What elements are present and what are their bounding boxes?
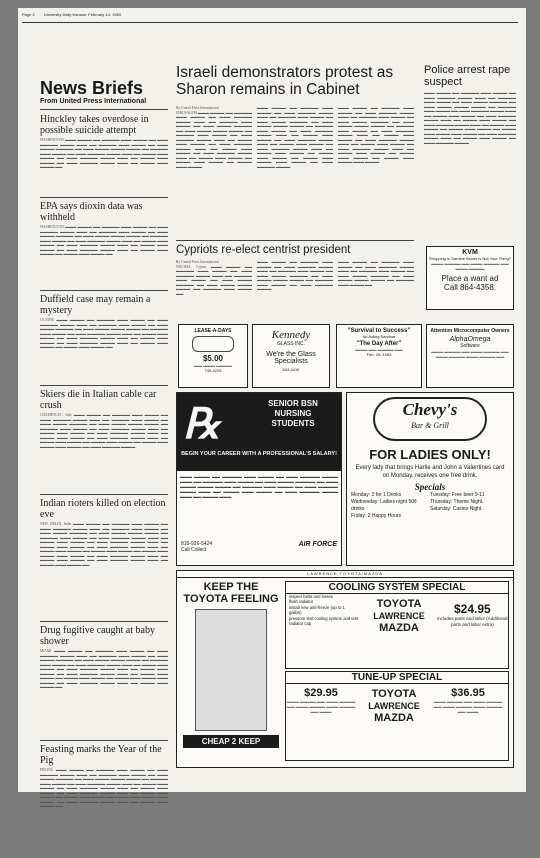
survival-ad: "Survival to Success" An Acting Seminar "The Day After" ▬▬▬ ▬▬ ▬▬▬▬ ▬▬ Feb. 26, 1983	[336, 324, 422, 388]
story-body: WASHINGTON ▬▬▬ ▬▬▬▬ ▬▬ ▬▬▬▬▬ ▬▬▬ ▬▬▬▬ ▬▬ ▬▬▬ ▬▬▬▬▬ ▬▬▬▬ ▬▬▬ ▬▬ ▬▬▬▬▬ ▬▬▬ ▬▬▬▬ ▬▬ ▬▬▬ ▬▬▬▬ ▬▬▬▬▬ ▬▬ ▬▬▬ ▬▬▬▬ ▬▬▬▬ ▬▬▬▬ ▬▬ ▬▬▬▬▬ ▬▬▬ ▬▬▬▬ ▬▬ ▬▬▬ ▬▬▬▬▬ ▬▬▬▬ ▬▬▬ ▬▬ ▬▬▬▬ ▬▬▬ ▬▬▬▬ ▬▬ ▬▬▬ ▬▬▬▬▬ ▬▬▬▬ ▬▬▬ ▬▬ ▬▬▬▬ ▬▬▬ ▬▬▬▬ ▬▬ ▬▬▬ ▬▬▬▬▬ ▬▬▬▬ ▬▬▬ ▬▬ ▬▬▬▬ ▬▬▬ ▬▬▬▬ ▬▬ ▬▬▬▬ ▬▬▬ ▬▬▬▬ ▬▬	[40, 225, 168, 256]
page-header	[22, 12, 518, 23]
divider	[176, 240, 414, 241]
nursing-phone: 816-926-5424	[181, 541, 213, 547]
cooling-item: flush radiator	[289, 599, 314, 605]
israel-col-1: By United Press International JERUSALEM ▬▬▬ ▬▬▬▬ ▬▬ ▬▬▬▬▬ ▬▬▬ ▬▬▬▬ ▬▬ ▬▬▬ ▬▬▬▬▬ ▬▬▬▬ ▬▬▬ ▬▬ ▬▬▬▬▬ ▬▬▬ ▬▬▬▬ ▬▬ ▬▬▬ ▬▬▬▬ ▬▬▬▬▬ ▬▬ ▬▬▬ ▬▬▬▬ ▬▬▬▬ ▬▬▬▬ ▬▬ ▬▬▬▬▬ ▬▬▬ ▬▬▬▬ ▬▬ ▬▬▬ ▬▬▬▬▬ ▬▬▬▬ ▬▬▬ ▬▬ ▬▬▬▬ ▬▬▬ ▬▬▬▬ ▬▬ ▬▬▬ ▬▬▬▬▬ ▬▬▬▬ ▬▬▬ ▬▬ ▬▬▬▬ ▬▬▬ ▬▬▬▬ ▬▬ ▬▬▬ ▬▬▬▬▬ ▬▬▬▬ ▬▬▬ ▬▬ ▬▬▬▬ ▬▬▬ ▬▬▬▬ ▬▬ ▬▬▬▬ ▬▬▬ ▬▬▬▬ ▬▬ ▬▬▬▬ ▬▬▬ ▬▬▬▬	[176, 106, 252, 169]
survival-sub: An Acting Seminar	[362, 334, 396, 339]
lease-ad: LEASE-A-DAYS $5.00 ▬▬ ▬▬▬ ▬▬▬▬ 749-4225	[178, 324, 248, 388]
nursing-banner	[177, 393, 341, 471]
israel-headline-block	[176, 64, 414, 102]
kvm-ad	[426, 246, 514, 310]
cyprus-col-1: By United Press International NICOSIA, Cyprus ▬▬▬ ▬▬▬▬ ▬▬ ▬▬▬▬▬ ▬▬▬ ▬▬▬▬ ▬▬ ▬▬▬ ▬▬▬▬▬ ▬▬▬▬ ▬▬▬ ▬▬ ▬▬▬▬▬ ▬▬▬ ▬▬▬▬ ▬▬ ▬▬▬ ▬▬▬▬ ▬▬▬▬▬ ▬▬ ▬▬▬ ▬▬▬▬ ▬▬▬▬ ▬▬▬▬ ▬▬ ▬▬▬▬▬ ▬▬▬ ▬▬▬▬ ▬▬	[176, 260, 252, 296]
police-body: ▬▬▬ ▬▬▬▬ ▬▬ ▬▬▬▬▬ ▬▬▬ ▬▬▬▬ ▬▬ ▬▬▬ ▬▬▬▬▬ ▬▬▬▬ ▬▬▬ ▬▬ ▬▬▬▬▬ ▬▬▬ ▬▬▬▬ ▬▬ ▬▬▬ ▬▬▬▬ ▬▬▬▬▬ ▬▬ ▬▬▬ ▬▬▬▬ ▬▬▬▬ ▬▬▬▬ ▬▬ ▬▬▬▬▬ ▬▬▬ ▬▬▬▬ ▬▬ ▬▬▬ ▬▬▬▬▬ ▬▬▬▬ ▬▬▬ ▬▬ ▬▬▬▬ ▬▬▬ ▬▬▬▬ ▬▬ ▬▬▬ ▬▬▬▬▬ ▬▬▬▬ ▬▬▬ ▬▬ ▬▬▬▬ ▬▬▬ ▬▬▬▬ ▬▬ ▬▬▬ ▬▬▬▬▬ ▬▬▬▬ ▬▬▬ ▬▬ ▬▬▬▬ ▬▬▬ ▬▬▬▬ ▬▬ ▬▬▬▬ ▬▬▬ ▬▬▬▬ ▬▬ ▬▬▬▬ ▬▬▬ ▬▬▬▬ ▬▬▬ ▬▬▬▬ ▬▬ ▬▬▬ ▬▬▬▬▬ ▬▬▬▬ ▬▬▬ ▬▬ ▬▬▬▬ ▬▬▬ ▬▬▬▬ ▬▬ ▬▬▬ ▬▬▬▬▬ ▬▬▬▬	[424, 91, 516, 145]
attention-title: Attention Microcomputer Owners	[430, 328, 510, 334]
nursing-heading: SENIOR BSN NURSING STUDENTS	[268, 399, 318, 428]
page-number: Page 2	[22, 12, 35, 17]
cyprus-headline: Cypriots re-elect centrist president	[176, 244, 351, 256]
dealer-name: TOYOTA LAWRENCE MAZDA	[373, 598, 425, 634]
cooling-note: includes parts and labor (Additional parts and labor extra)	[437, 616, 508, 627]
cheap-keep-badge: CHEAP 2 KEEP	[183, 735, 279, 748]
chevys-headline: FOR LADIES ONLY!	[369, 447, 491, 462]
cooling-title: COOLING SYSTEM SPECIAL	[286, 582, 508, 594]
story-body: PEKING ▬▬▬ ▬▬▬▬ ▬▬ ▬▬▬▬▬ ▬▬▬ ▬▬▬▬ ▬▬ ▬▬▬ ▬▬▬▬▬ ▬▬▬▬ ▬▬▬ ▬▬ ▬▬▬▬▬ ▬▬▬ ▬▬▬▬ ▬▬ ▬▬▬ ▬▬▬▬ ▬▬▬▬▬ ▬▬ ▬▬▬ ▬▬▬▬ ▬▬▬▬ ▬▬▬▬ ▬▬ ▬▬▬▬▬ ▬▬▬ ▬▬▬▬ ▬▬ ▬▬▬ ▬▬▬▬▬ ▬▬▬▬ ▬▬▬ ▬▬ ▬▬▬▬ ▬▬▬ ▬▬▬▬ ▬▬ ▬▬▬ ▬▬▬▬▬ ▬▬▬▬ ▬▬▬ ▬▬ ▬▬▬▬ ▬▬▬ ▬▬▬▬ ▬▬ ▬▬▬ ▬▬▬▬▬ ▬▬▬▬ ▬▬▬ ▬▬ ▬▬▬▬ ▬▬▬ ▬▬▬▬ ▬▬ ▬▬▬▬ ▬▬▬ ▬▬▬▬ ▬▬ ▬▬▬▬ ▬▬▬ ▬▬▬▬ ▬▬▬ ▬▬▬▬ ▬▬ ▬▬▬ ▬▬▬▬▬ ▬▬▬▬ ▬▬▬ ▬▬ ▬▬▬▬ ▬▬▬ ▬▬▬▬ ▬▬	[40, 768, 168, 808]
chevys-logo: Chevy's Bar & Grill	[373, 397, 487, 441]
story-body: MIAMI ▬▬▬ ▬▬▬▬ ▬▬ ▬▬▬▬▬ ▬▬▬ ▬▬▬▬ ▬▬ ▬▬▬ ▬▬▬▬▬ ▬▬▬▬ ▬▬▬ ▬▬ ▬▬▬▬▬ ▬▬▬ ▬▬▬▬ ▬▬ ▬▬▬ ▬▬▬▬ ▬▬▬▬▬ ▬▬ ▬▬▬ ▬▬▬▬ ▬▬▬▬ ▬▬▬▬ ▬▬ ▬▬▬▬▬ ▬▬▬ ▬▬▬▬ ▬▬ ▬▬▬ ▬▬▬▬▬ ▬▬▬▬ ▬▬▬ ▬▬ ▬▬▬▬ ▬▬▬ ▬▬▬▬ ▬▬ ▬▬▬ ▬▬▬▬▬ ▬▬▬▬ ▬▬▬ ▬▬ ▬▬▬▬ ▬▬▬ ▬▬▬▬ ▬▬ ▬▬▬ ▬▬▬▬▬ ▬▬▬▬ ▬▬▬ ▬▬ ▬▬▬▬ ▬▬▬ ▬▬▬▬ ▬▬ ▬▬▬▬ ▬▬▬ ▬▬▬▬ ▬▬ ▬▬▬▬ ▬▬▬ ▬▬▬▬ ▬▬▬ ▬▬▬▬ ▬▬ ▬▬▬ ▬▬▬▬▬ ▬▬▬▬ ▬▬▬ ▬▬ ▬▬▬▬ ▬▬▬ ▬▬▬▬ ▬▬	[40, 649, 168, 689]
dealer-strip: LAWRENCE TOYOTA/MAZDA	[177, 571, 513, 578]
divider	[40, 740, 168, 741]
chevys-body: Every lady that brings Harlie and John a Valentines card on Monday, receives one free drink.	[355, 465, 505, 479]
tune-title: TUNE-UP SPECIAL	[286, 672, 508, 684]
divider	[40, 290, 168, 291]
kennedy-title: Kennedy	[271, 329, 311, 341]
special-item: Saturday: Casino Night.	[430, 506, 483, 512]
story-headline: Indian rioters killed on election eve	[40, 498, 166, 520]
kennedy-sub: GLASS INC.	[276, 341, 306, 347]
nursing-call: Call Collect	[181, 547, 207, 553]
tune-up-special: TUNE-UP SPECIAL $29.95 ▬▬▬ ▬▬▬▬ ▬▬ ▬▬▬ ▬▬▬▬ ▬▬ ▬▬▬ ▬▬▬▬ ▬▬▬ ▬▬▬▬ ▬▬ ▬▬▬ TOYOTA LAWRENCE MAZDA $36.95 ▬▬▬ ▬▬▬▬ ▬▬ ▬▬▬ ▬▬▬▬ ▬▬ ▬▬▬ ▬▬▬▬ ▬▬▬ ▬▬▬▬ ▬▬ ▬▬▬	[285, 671, 509, 761]
story-headline: Hinckley takes overdose in possible suicide attempt	[40, 114, 149, 136]
kennedy-phone: 843-4416	[282, 367, 300, 372]
toyota-mazda-ad	[176, 570, 514, 768]
car-illustration	[192, 336, 234, 352]
divider	[40, 621, 168, 622]
divider	[40, 109, 168, 110]
special-item: Thursday: Theme Night.	[430, 499, 484, 505]
dealer-name: TOYOTA LAWRENCE MAZDA	[368, 688, 420, 724]
divider	[40, 494, 168, 495]
special-item: Wednesday: Ladies night 50¢ drinks	[351, 499, 417, 512]
kvm-line: Shopping in Sardine Boxes is Not Your Thing?	[429, 256, 511, 261]
mechanic-illustration	[195, 609, 267, 731]
rx-symbol-icon: ℞	[183, 400, 221, 447]
cooling-items	[286, 594, 361, 634]
story-body: CHAMPOLUC, Italy ▬▬▬ ▬▬▬▬ ▬▬ ▬▬▬▬▬ ▬▬▬ ▬▬▬▬ ▬▬ ▬▬▬ ▬▬▬▬▬ ▬▬▬▬ ▬▬▬ ▬▬ ▬▬▬▬▬ ▬▬▬ ▬▬▬▬ ▬▬ ▬▬▬ ▬▬▬▬ ▬▬▬▬▬ ▬▬ ▬▬▬ ▬▬▬▬ ▬▬▬▬ ▬▬▬▬ ▬▬ ▬▬▬▬▬ ▬▬▬ ▬▬▬▬ ▬▬ ▬▬▬ ▬▬▬▬▬ ▬▬▬▬ ▬▬▬ ▬▬ ▬▬▬▬ ▬▬▬ ▬▬▬▬ ▬▬ ▬▬▬ ▬▬▬▬▬ ▬▬▬▬ ▬▬▬ ▬▬ ▬▬▬▬ ▬▬▬ ▬▬▬▬ ▬▬ ▬▬▬ ▬▬▬▬▬ ▬▬▬▬ ▬▬▬ ▬▬ ▬▬▬▬ ▬▬▬ ▬▬▬▬ ▬▬ ▬▬▬▬ ▬▬▬ ▬▬▬▬ ▬▬ ▬▬▬▬ ▬▬▬ ▬▬▬▬ ▬▬▬ ▬▬▬▬ ▬▬ ▬▬▬ ▬▬▬▬▬ ▬▬▬▬	[40, 413, 168, 449]
news-briefs-title: News Briefs	[40, 78, 144, 98]
nursing-footer	[177, 541, 341, 553]
story-headline: Skiers die in Italian cable car crush	[40, 389, 157, 411]
divider	[40, 197, 168, 198]
paper-dateline: University Daily Kansan, February 14, 1983	[43, 12, 121, 17]
israel-headline: Israeli demonstrators protest as Sharon remains in Cabinet	[176, 64, 394, 98]
tune-price-2: $36.95	[451, 687, 485, 699]
keep-toyota-panel	[183, 581, 279, 759]
attention-brand2: Software	[460, 343, 480, 349]
news-briefs-subtitle: From United Press International	[40, 98, 147, 105]
news-briefs-column	[40, 78, 168, 808]
story-headline: Duffield case may remain a mystery	[40, 294, 151, 316]
kvm-cta: Place a want ad	[441, 274, 499, 283]
cooling-item: install new anti-freeze (up to 1 gallon)	[289, 604, 345, 616]
israel-col-3: ▬▬▬ ▬▬▬▬ ▬▬ ▬▬▬▬▬ ▬▬▬ ▬▬▬▬ ▬▬ ▬▬▬ ▬▬▬▬▬ ▬▬▬▬ ▬▬▬ ▬▬ ▬▬▬▬▬ ▬▬▬ ▬▬▬▬ ▬▬ ▬▬▬ ▬▬▬▬ ▬▬▬▬▬ ▬▬ ▬▬▬ ▬▬▬▬ ▬▬▬▬ ▬▬▬▬ ▬▬ ▬▬▬▬▬ ▬▬▬ ▬▬▬▬ ▬▬ ▬▬▬ ▬▬▬▬▬ ▬▬▬▬ ▬▬▬ ▬▬ ▬▬▬▬ ▬▬▬ ▬▬▬▬ ▬▬ ▬▬▬ ▬▬▬▬▬ ▬▬▬▬ ▬▬▬ ▬▬ ▬▬▬▬ ▬▬▬ ▬▬▬▬ ▬▬ ▬▬▬ ▬▬▬▬▬ ▬▬▬▬ ▬▬▬ ▬▬ ▬▬▬▬ ▬▬▬ ▬▬▬▬ ▬▬ ▬▬▬▬ ▬▬▬ ▬▬▬▬ ▬▬ ▬▬▬▬ ▬▬▬ ▬▬▬▬ ▬▬▬ ▬▬▬▬	[338, 106, 414, 164]
cooling-price: $24.95	[453, 602, 491, 616]
story-body: OLATHE ▬▬▬ ▬▬▬▬ ▬▬ ▬▬▬▬▬ ▬▬▬ ▬▬▬▬ ▬▬ ▬▬▬ ▬▬▬▬▬ ▬▬▬▬ ▬▬▬ ▬▬ ▬▬▬▬▬ ▬▬▬ ▬▬▬▬ ▬▬ ▬▬▬ ▬▬▬▬ ▬▬▬▬▬ ▬▬ ▬▬▬ ▬▬▬▬ ▬▬▬▬ ▬▬▬▬ ▬▬ ▬▬▬▬▬ ▬▬▬ ▬▬▬▬ ▬▬ ▬▬▬ ▬▬▬▬▬ ▬▬▬▬ ▬▬▬ ▬▬ ▬▬▬▬ ▬▬▬ ▬▬▬▬ ▬▬ ▬▬▬ ▬▬▬▬▬ ▬▬▬▬ ▬▬▬ ▬▬ ▬▬▬▬ ▬▬▬ ▬▬▬▬ ▬▬ ▬▬▬ ▬▬▬▬▬ ▬▬▬▬ ▬▬▬ ▬▬ ▬▬▬▬ ▬▬▬ ▬▬▬▬ ▬▬ ▬▬▬▬ ▬▬▬ ▬▬▬▬ ▬▬	[40, 318, 168, 349]
nursing-slogan: BEGIN YOUR CAREER WITH A PROFESSIONAL'S SALARY!	[181, 451, 337, 457]
nursing-body: ▬▬▬ ▬▬▬▬ ▬▬ ▬▬▬▬▬ ▬▬▬ ▬▬▬▬ ▬▬ ▬▬▬ ▬▬▬▬▬ ▬▬▬▬ ▬▬▬ ▬▬ ▬▬▬▬▬ ▬▬▬ ▬▬▬▬ ▬▬ ▬▬▬ ▬▬▬▬ ▬▬▬▬▬ ▬▬ ▬▬▬ ▬▬▬▬ ▬▬▬▬ ▬▬▬▬ ▬▬ ▬▬▬▬▬ ▬▬▬ ▬▬▬▬ ▬▬ ▬▬▬ ▬▬▬▬▬ ▬▬▬▬ ▬▬▬ ▬▬ ▬▬▬▬ ▬▬▬ ▬▬▬▬ ▬▬ ▬▬▬ ▬▬▬▬▬ ▬▬▬▬ ▬▬▬ ▬▬ ▬▬▬▬ ▬▬▬	[180, 474, 338, 499]
cooling-item: inspect belts and hoses	[289, 594, 333, 599]
lease-phone: 749-4225	[204, 368, 222, 373]
chevys-ad	[346, 392, 514, 566]
survival-when: Feb. 26, 1983	[366, 352, 392, 357]
tune-price-1: $29.95	[304, 687, 338, 699]
attention-brand: AlphaOmega	[449, 336, 491, 343]
story-body: NEW DELHI, India ▬▬▬ ▬▬▬▬ ▬▬ ▬▬▬▬▬ ▬▬▬ ▬▬▬▬ ▬▬ ▬▬▬ ▬▬▬▬▬ ▬▬▬▬ ▬▬▬ ▬▬ ▬▬▬▬▬ ▬▬▬ ▬▬▬▬ ▬▬ ▬▬▬ ▬▬▬▬ ▬▬▬▬▬ ▬▬ ▬▬▬ ▬▬▬▬ ▬▬▬▬ ▬▬▬▬ ▬▬ ▬▬▬▬▬ ▬▬▬ ▬▬▬▬ ▬▬ ▬▬▬ ▬▬▬▬▬ ▬▬▬▬ ▬▬▬ ▬▬ ▬▬▬▬ ▬▬▬ ▬▬▬▬ ▬▬ ▬▬▬ ▬▬▬▬▬ ▬▬▬▬ ▬▬▬ ▬▬ ▬▬▬▬ ▬▬▬ ▬▬▬▬ ▬▬ ▬▬▬ ▬▬▬▬▬ ▬▬▬▬ ▬▬▬ ▬▬ ▬▬▬▬ ▬▬▬ ▬▬▬▬ ▬▬ ▬▬▬▬ ▬▬▬ ▬▬▬▬ ▬▬ ▬▬▬▬ ▬▬▬ ▬▬▬▬ ▬▬▬ ▬▬▬▬ ▬▬ ▬▬▬ ▬▬▬▬▬ ▬▬▬▬ ▬▬▬ ▬▬ ▬▬▬▬ ▬▬▬ ▬▬▬▬ ▬▬ ▬▬▬ ▬▬▬▬▬ ▬▬▬▬ ▬▬▬ ▬▬ ▬▬▬▬ ▬▬▬ ▬▬▬▬ ▬▬	[40, 522, 168, 567]
kvm-phone: Call 864-4358.	[443, 283, 497, 292]
kennedy-glass-ad	[252, 324, 330, 388]
story-headline: Feasting marks the Year of the Pig	[40, 744, 162, 766]
cyprus-col-2: ▬▬▬ ▬▬▬▬ ▬▬ ▬▬▬▬▬ ▬▬▬ ▬▬▬▬ ▬▬ ▬▬▬ ▬▬▬▬▬ ▬▬▬▬ ▬▬▬ ▬▬ ▬▬▬▬▬ ▬▬▬ ▬▬▬▬ ▬▬ ▬▬▬ ▬▬▬▬ ▬▬▬▬▬ ▬▬ ▬▬▬ ▬▬▬▬ ▬▬▬▬ ▬▬▬▬ ▬▬ ▬▬▬▬▬ ▬▬▬ ▬▬▬▬ ▬▬ ▬▬▬ ▬▬▬▬▬ ▬▬▬▬	[257, 260, 333, 291]
nursing-ad	[176, 392, 342, 566]
kennedy-tag: We're the Glass Specialists	[266, 351, 316, 365]
cyprus-col-3: ▬▬▬ ▬▬▬▬ ▬▬ ▬▬▬▬▬ ▬▬▬ ▬▬▬▬ ▬▬ ▬▬▬ ▬▬▬▬▬ ▬▬▬▬ ▬▬▬ ▬▬ ▬▬▬▬▬ ▬▬▬ ▬▬▬▬ ▬▬ ▬▬▬ ▬▬▬▬ ▬▬▬▬▬ ▬▬ ▬▬▬ ▬▬▬▬ ▬▬▬▬ ▬▬▬▬ ▬▬ ▬▬▬▬▬ ▬▬▬ ▬▬▬▬ ▬▬	[338, 260, 414, 287]
special-item: Friday: 2 Happy Hours	[351, 513, 402, 519]
survival-title: "Survival to Success"	[347, 328, 411, 334]
air-force-logo: AIR FORCE	[298, 541, 337, 548]
keep-toyota-headline: KEEP THE TOYOTA FEELING	[183, 581, 279, 605]
kvm-body: ▬▬▬ ▬▬▬▬ ▬▬ ▬▬▬ ▬▬▬▬ ▬▬ ▬▬▬ ▬▬▬▬	[431, 261, 509, 271]
special-item: Tuesday: Free beer 9-11	[430, 492, 485, 498]
kvm-title: KVM	[462, 249, 478, 256]
alphaomega-ad: Attention Microcomputer Owners AlphaOmega Software ▬▬▬ ▬▬▬▬ ▬▬ ▬▬▬ ▬▬▬▬ ▬▬ ▬▬▬ ▬▬▬▬ ▬▬▬ ▬▬▬▬ ▬▬	[426, 324, 514, 388]
cooling-item: pressure test cooling system and test radiator cap	[289, 615, 359, 627]
specials-list	[347, 492, 513, 520]
lease-title: LEASE-A-DAYS	[194, 328, 232, 334]
story-headline: EPA says dioxin data was withheld	[40, 201, 143, 223]
story-body: WASHINGTON ▬▬▬ ▬▬▬▬ ▬▬ ▬▬▬▬▬ ▬▬▬ ▬▬▬▬ ▬▬ ▬▬▬ ▬▬▬▬▬ ▬▬▬▬ ▬▬▬ ▬▬ ▬▬▬▬▬ ▬▬▬ ▬▬▬▬ ▬▬ ▬▬▬ ▬▬▬▬ ▬▬▬▬▬ ▬▬ ▬▬▬ ▬▬▬▬ ▬▬▬▬ ▬▬▬▬ ▬▬ ▬▬▬▬▬ ▬▬▬ ▬▬▬▬ ▬▬ ▬▬▬ ▬▬▬▬▬ ▬▬▬▬ ▬▬▬ ▬▬ ▬▬▬▬ ▬▬▬ ▬▬▬▬ ▬▬ ▬▬▬ ▬▬▬▬▬ ▬▬▬▬ ▬▬▬ ▬▬ ▬▬▬▬ ▬▬▬ ▬▬▬▬ ▬▬ ▬▬▬ ▬▬▬▬▬ ▬▬▬▬ ▬▬▬ ▬▬ ▬▬▬▬ ▬▬▬ ▬▬▬▬ ▬▬	[40, 138, 168, 169]
story-headline: Drug fugitive caught at baby shower	[40, 625, 155, 647]
police-story	[424, 64, 516, 236]
police-headline: Police arrest rape suspect	[424, 64, 511, 88]
lease-price: $5.00	[202, 354, 224, 363]
special-item: Monday: 2 for 1 Drinks	[351, 492, 402, 498]
divider	[40, 385, 168, 386]
cooling-special	[285, 581, 509, 669]
specials-title: Specials	[414, 482, 446, 492]
cyprus-headline-block	[176, 244, 414, 258]
israel-col-2: ▬▬▬ ▬▬▬▬ ▬▬ ▬▬▬▬▬ ▬▬▬ ▬▬▬▬ ▬▬ ▬▬▬ ▬▬▬▬▬ ▬▬▬▬ ▬▬▬ ▬▬ ▬▬▬▬▬ ▬▬▬ ▬▬▬▬ ▬▬ ▬▬▬ ▬▬▬▬ ▬▬▬▬▬ ▬▬ ▬▬▬ ▬▬▬▬ ▬▬▬▬ ▬▬▬▬ ▬▬ ▬▬▬▬▬ ▬▬▬ ▬▬▬▬ ▬▬ ▬▬▬ ▬▬▬▬▬ ▬▬▬▬ ▬▬▬ ▬▬ ▬▬▬▬ ▬▬▬ ▬▬▬▬ ▬▬ ▬▬▬ ▬▬▬▬▬ ▬▬▬▬ ▬▬▬ ▬▬ ▬▬▬▬ ▬▬▬ ▬▬▬▬ ▬▬ ▬▬▬ ▬▬▬▬▬ ▬▬▬▬ ▬▬▬ ▬▬ ▬▬▬▬ ▬▬▬ ▬▬▬▬ ▬▬ ▬▬▬▬ ▬▬▬ ▬▬▬▬ ▬▬ ▬▬▬▬ ▬▬▬ ▬▬▬▬ ▬▬▬ ▬▬▬▬ ▬▬ ▬▬▬ ▬▬▬▬▬ ▬▬▬▬	[257, 106, 333, 169]
survival-day: "The Day After"	[356, 341, 402, 347]
